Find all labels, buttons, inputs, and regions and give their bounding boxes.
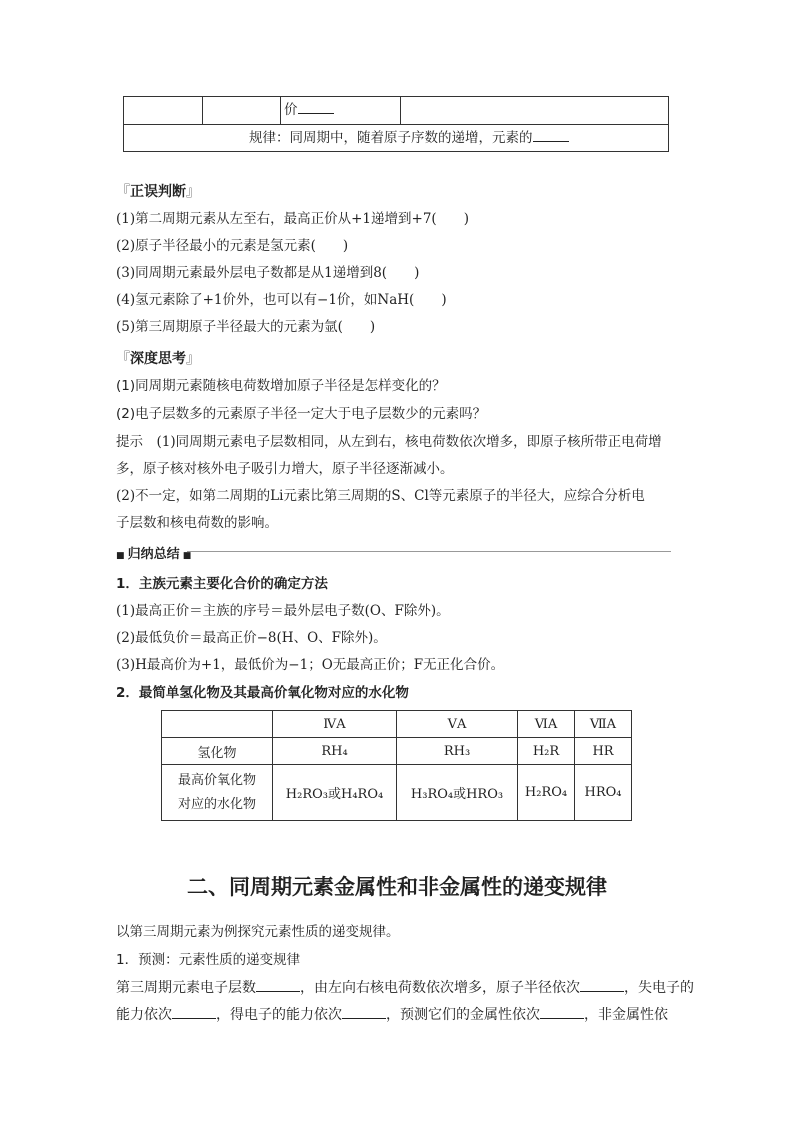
table-divider xyxy=(280,97,281,124)
judgment-item: (1)第二周期元素从左至右，最高正价从+1递增到+7( ) xyxy=(116,211,469,227)
judgment-item: (2)原子半径最小的元素是氢元素( ) xyxy=(116,238,349,254)
section-title: 二、同周期元素金属性和非金属性的递变规律 xyxy=(187,875,607,899)
table-row xyxy=(162,738,632,765)
fill-blank[interactable] xyxy=(172,1006,216,1019)
rule-text: 规律：同周期中，随着原子序数的递增，元素的 xyxy=(249,130,533,146)
table-cell: ⅣA xyxy=(273,711,397,738)
fill-blank[interactable] xyxy=(533,129,569,142)
judgment-item: (4)氢元素除了+1价外，也可以有−1价，如NaH( ) xyxy=(116,292,447,308)
summary-divider xyxy=(187,551,671,552)
summary-subtitle: 1．主族元素主要化合价的确定方法 xyxy=(116,576,328,592)
table-cell: H₂RO₃或H₄RO₄ xyxy=(273,765,397,821)
rule-cell xyxy=(249,129,569,147)
summary-item: (1)最高正价＝主族的序号＝最外层电子数(O、F除外)。 xyxy=(116,603,450,619)
summary-item: (3)H最高价为+1，最低价为−1；O无最高正价；F无正化合价。 xyxy=(116,657,505,673)
summary-subtitle: 2．最简单氢化物及其最高价氧化物对应的水化物 xyxy=(116,685,409,701)
table-cell: HRO₄ xyxy=(575,765,632,821)
table-divider xyxy=(124,124,668,125)
table-cell: 氢化物 xyxy=(162,738,273,765)
table-cell: 最高价氧化物 对应的水化物 xyxy=(162,765,273,821)
table-cell: RH₃ xyxy=(397,738,518,765)
judgment-heading: 『正误判断』 xyxy=(116,184,200,200)
hint-line: 多，原子核对核外电子吸引力增大，原子半径逐渐减小。 xyxy=(116,461,454,477)
hint-line: (2)不一定，如第二周期的Li元素比第三周期的S、Cl等元素原子的半径大，应综合分析电 xyxy=(116,488,645,504)
fill-blank[interactable] xyxy=(540,1006,584,1019)
hint-line: 提示 (1)同周期元素电子层数相同，从左到右，核电荷数依次增多，即原子核所带正电荷增 xyxy=(116,434,662,450)
paragraph-line: 第三周期元素电子层数 ，由左向右核电荷数依次增多，原子半径依次 ，失电子的 xyxy=(116,980,694,996)
fill-blank[interactable] xyxy=(298,101,334,114)
table-cell: HR xyxy=(575,738,632,765)
table-cell: ⅥA xyxy=(518,711,575,738)
table-cell xyxy=(162,711,273,738)
hint-label: 提示 xyxy=(116,434,143,450)
thinking-question: (2)电子层数多的元素原子半径一定大于电子层数少的元素吗？ xyxy=(116,406,487,422)
table-cell: H₂R xyxy=(518,738,575,765)
thinking-question: (1)同周期元素随核电荷数增加原子半径是怎样变化的？ xyxy=(116,378,446,394)
subsection-title: 1．预测：元素性质的递变规律 xyxy=(116,952,301,968)
hint-line: 子层数和核电荷数的影响。 xyxy=(116,515,278,531)
table-divider xyxy=(400,97,401,124)
fill-blank[interactable] xyxy=(342,1006,386,1019)
table-cell: ⅤA xyxy=(397,711,518,738)
summary-heading: ■ 归纳总结 ■ xyxy=(116,547,192,562)
hydride-table xyxy=(161,710,632,821)
section-intro: 以第三周期元素为例探究元素性质的递变规律。 xyxy=(116,924,400,940)
price-cell xyxy=(284,101,334,119)
price-label: 价 xyxy=(284,102,298,118)
judgment-item: (5)第三周期原子半径最大的元素为氩( ) xyxy=(116,319,376,335)
table-cell: H₃RO₄或HRO₃ xyxy=(397,765,518,821)
table-row xyxy=(162,765,632,821)
paragraph-line: 能力依次 ，得电子的能力依次 ，预测它们的金属性依次 ，非金属性依 xyxy=(116,1007,668,1023)
fill-blank[interactable] xyxy=(580,979,624,992)
fill-blank[interactable] xyxy=(256,979,300,992)
table-cell: RH₄ xyxy=(273,738,397,765)
thinking-heading: 『深度思考』 xyxy=(116,351,200,367)
judgment-item: (3)同周期元素最外层电子数都是从1递增到8( ) xyxy=(116,265,420,281)
table-cell: H₂RO₄ xyxy=(518,765,575,821)
table-divider xyxy=(202,97,203,124)
table-cell: ⅦA xyxy=(575,711,632,738)
top-table xyxy=(123,96,669,152)
summary-item: (2)最低负价＝最高正价−8(H、O、F除外)。 xyxy=(116,630,387,646)
table-row xyxy=(162,711,632,738)
